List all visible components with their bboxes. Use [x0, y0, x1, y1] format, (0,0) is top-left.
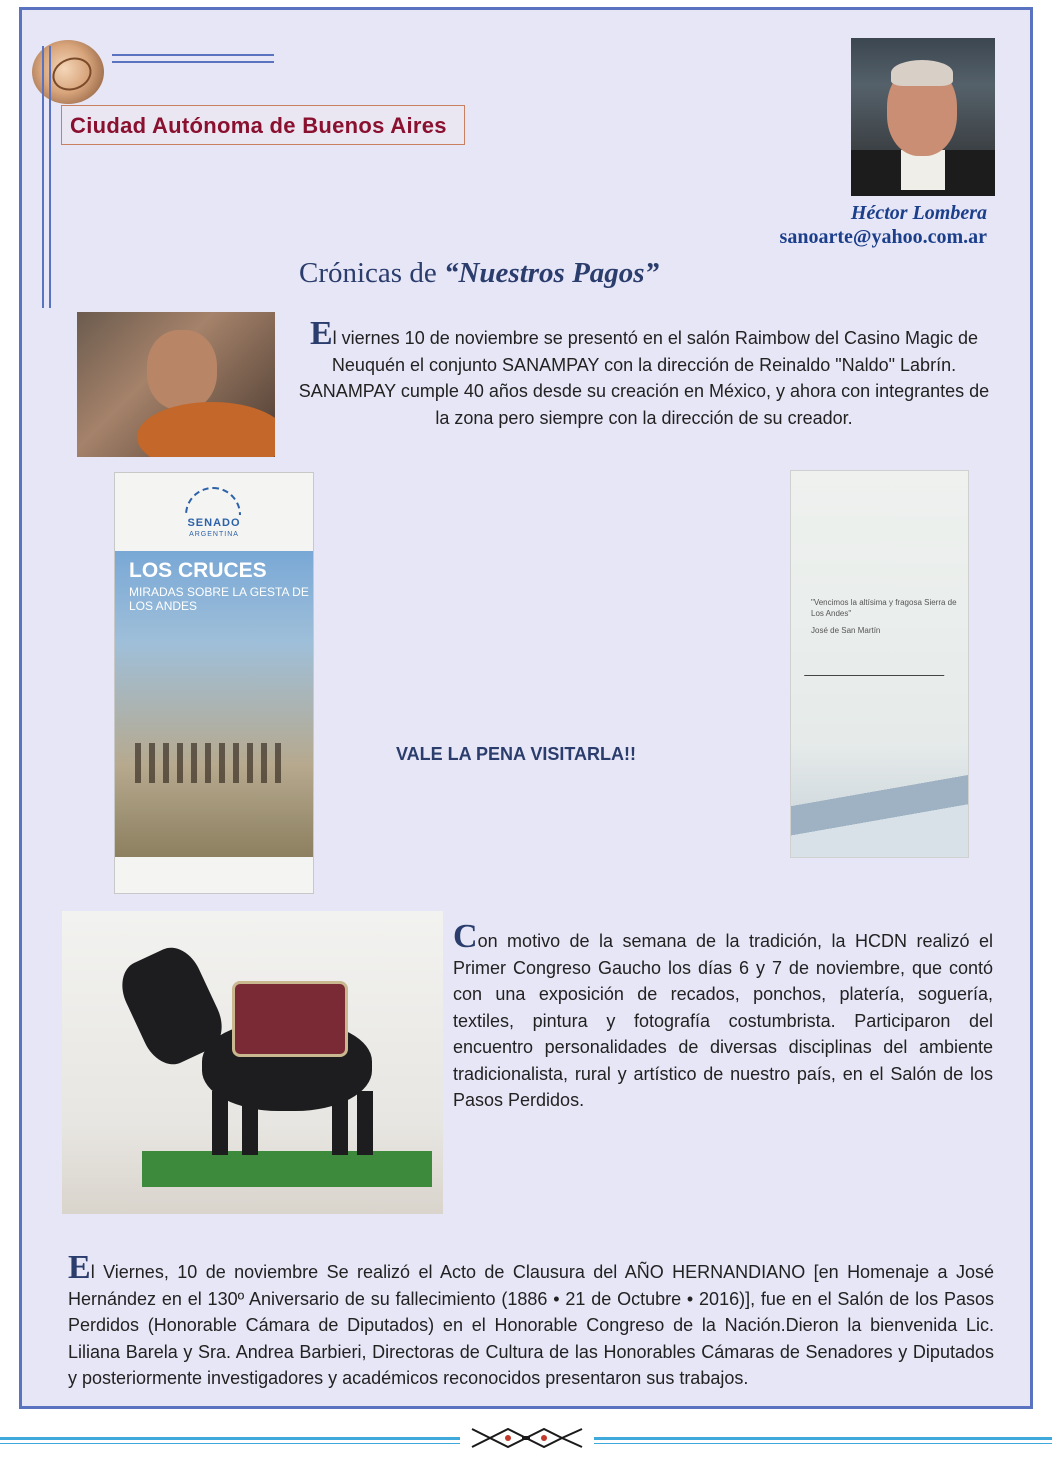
senate-dome-icon: [185, 487, 241, 515]
article-sanampay: [294, 315, 994, 431]
divider: [49, 46, 51, 308]
callout-text: VALE LA PENA VISITARLA!!: [396, 744, 636, 764]
divider: [112, 61, 274, 63]
article-congreso-gaucho: [453, 918, 993, 1114]
footer-divider: [0, 1437, 460, 1440]
region-label: Ciudad Autónoma de Buenos Aires: [61, 105, 465, 145]
brochure-cover: [114, 472, 314, 894]
quote-text: "Vencimos la altísima y fragosa Sierra de Los Andes": [811, 598, 957, 618]
article-text: l Viernes, 10 de noviembre Se realizó el Acto de Clausura del AÑO HERNANDIANO [en Homenaje a José Hernández en el 130º Aniversario de su fallecimiento (1886 • 21 de Octubre • 2016)], fue en el Salón de los Pasos Perdidos (Honorable Cámara de Diputados) en el Honorable Congreso de la Nación.Dieron la bienvenida Lic. Liliana Barela y Sra. Andrea Barbieri, Directoras de Cultura de las Honorables Cámaras de Senadores y Diputados y posteriormente investigadores y académicos reconocidos presentaron sus trabajos.: [68, 1262, 994, 1388]
horse-photo: [62, 911, 443, 1214]
brochure-org: SENADO: [187, 517, 241, 529]
divider: [112, 54, 274, 56]
musician-photo: [77, 312, 275, 457]
author-email[interactable]: sanoarte@yahoo.com.ar: [779, 226, 987, 248]
horse-leg: [357, 1091, 373, 1155]
footer-divider: [594, 1443, 1052, 1444]
dropcap: E: [309, 315, 333, 352]
author-photo-collar: [901, 150, 945, 190]
brochure-org-sub: ARGENTINA: [189, 531, 239, 538]
footer-divider: [0, 1443, 460, 1444]
page-frame: [19, 7, 1033, 1409]
brochure-quote: [811, 597, 961, 636]
dropcap: C: [453, 918, 478, 955]
author-photo-hair: [891, 60, 953, 86]
horse-leg: [212, 1091, 228, 1155]
page-title: [299, 257, 819, 290]
page-title-emphasis: “Nuestros Pagos”: [443, 257, 660, 289]
article-text: l viernes 10 de noviembre se presentó en el salón Raimbow del Casino Magic de Neuquén el conjunto SANAMPAY con la dirección de Reinaldo "Naldo" Labrín. SANAMPAY cumple 40 años desde su creación en México, y ahora con integrantes de la zona pero siempre con la dirección de su creador.: [298, 328, 990, 428]
brochure-title: LOS CRUCES: [129, 559, 267, 582]
author-name: Héctor Lombera: [850, 202, 987, 224]
footer-divider: [594, 1437, 1052, 1440]
musician-photo-head: [147, 330, 217, 410]
brochure-subtitle: MIRADAS SOBRE LA GESTA DE LOS ANDES: [129, 585, 309, 613]
article-text: on motivo de la semana de la tradición, la HCDN realizó el Primer Congreso Gaucho los días 6 y 7 de noviembre, que contó con una exposición de recados, ponchos, platería, soguería, textiles, pintura y fotografía costumbrista. Participaron del encuentro personalidades de diversas disciplinas del ambiente tradicionalista, rural y artístico de nuestro país, en el Salón de los Pasos Perdidos.: [453, 931, 993, 1110]
ornament-icon: [470, 1425, 584, 1451]
quote-author: José de San Martín: [811, 626, 881, 635]
guitar-icon: [137, 402, 275, 457]
article-ano-hernandiano: [68, 1249, 994, 1392]
mountains-illustration: [791, 771, 968, 857]
dropcap: E: [68, 1249, 91, 1286]
riders-illustration: [135, 743, 285, 783]
divider: [42, 46, 44, 308]
page-title-prefix: Crónicas de: [299, 257, 444, 289]
saddle-icon: [232, 981, 348, 1057]
signature-icon: [804, 649, 950, 676]
author-photo: [851, 38, 995, 196]
brochure-back: [790, 470, 969, 858]
grass-base: [142, 1151, 432, 1187]
